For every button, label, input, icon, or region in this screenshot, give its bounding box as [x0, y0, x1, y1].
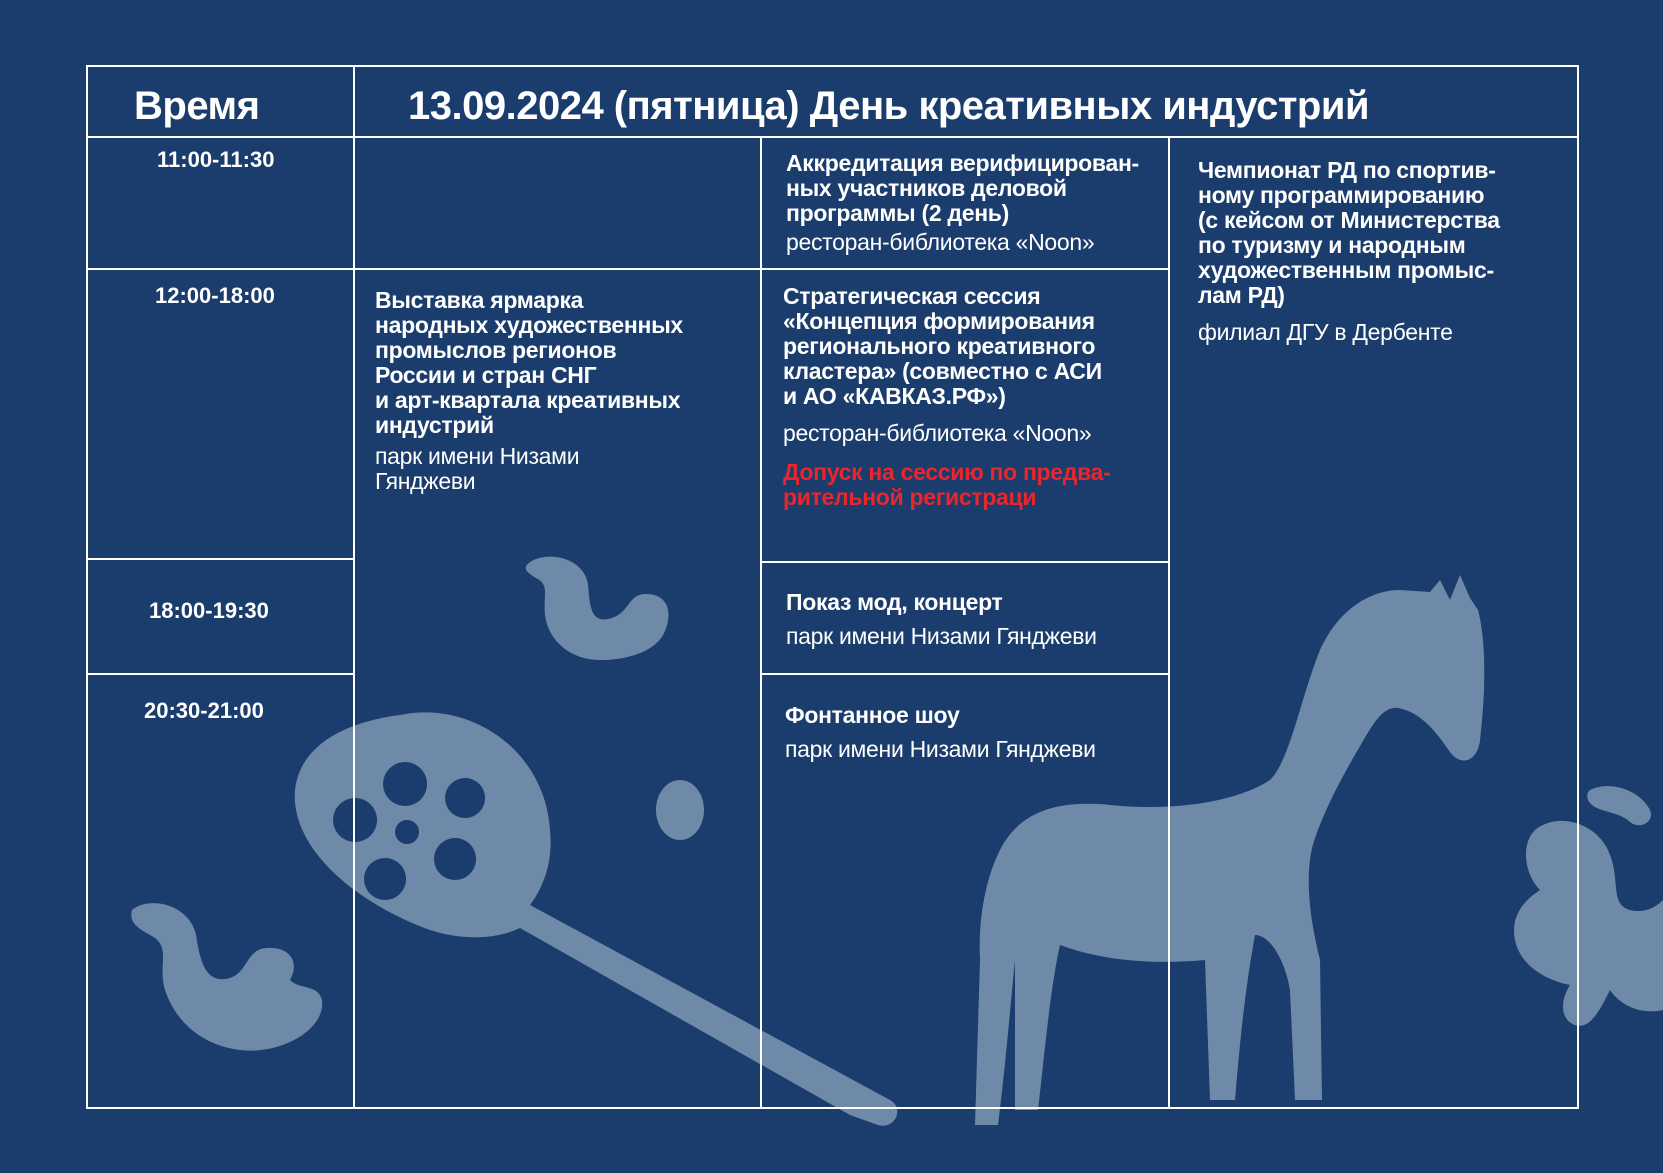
event-exhibition: [375, 288, 755, 494]
event-title: Фонтанное шоу: [785, 702, 960, 728]
event-strategic-session: [783, 284, 1163, 510]
row-divider-2-time: [86, 558, 355, 560]
time-slot-3: 18:00-19:30: [149, 598, 269, 623]
event-title: Стратегическая сессия «Концепция формирования регионального креативного кластера» (совместно с АСИ и АО «КАВКАЗ.РФ»): [783, 283, 1102, 409]
event-venue: парк имени Низами Гянджеви: [375, 443, 580, 494]
table-border-left: [86, 65, 88, 1109]
event-venue: филиал ДГУ в Дербенте: [1198, 319, 1453, 345]
event-venue: ресторан-библиотека «Noon»: [783, 420, 1092, 446]
time-column-header: Время: [134, 84, 260, 128]
event-accreditation: [786, 151, 1161, 255]
time-column-divider: [353, 65, 355, 1109]
time-slot-1: 11:00-11:30: [157, 147, 275, 172]
wave-ornament-top-icon: [526, 557, 669, 660]
event-championship: [1198, 158, 1573, 345]
horse-ornament-icon: [975, 575, 1484, 1125]
column-divider-3: [1168, 136, 1170, 1109]
row-divider-1: [86, 268, 1170, 270]
dot-ornament-icon: [656, 780, 704, 840]
event-fashion-show: [786, 590, 1161, 649]
time-slot-4: 20:30-21:00: [144, 698, 264, 723]
event-title: Аккредитация верифицирован- ных участников деловой программы (2 день): [786, 150, 1139, 226]
wave-ornament-left-icon: [131, 903, 322, 1051]
row-divider-2-event: [760, 561, 1170, 563]
event-fountain-show: [785, 703, 1160, 762]
event-venue: парк имени Низами Гянджеви: [785, 736, 1096, 762]
key-ornament-icon: [295, 712, 898, 1125]
table-border-top: [86, 65, 1579, 67]
event-title: Показ мод, концерт: [786, 589, 1003, 615]
header-divider: [86, 136, 1579, 138]
table-border-right: [1577, 65, 1579, 1109]
event-venue: парк имени Низами Гянджеви: [786, 623, 1097, 649]
event-venue: ресторан-библиотека «Noon»: [786, 229, 1095, 255]
registration-note: Допуск на сессию по предва- рительной регистраци: [783, 459, 1111, 510]
row-divider-3-event: [760, 673, 1170, 675]
row-divider-3-time: [86, 673, 355, 675]
wave-ornament-right-icon: [1514, 821, 1663, 1026]
table-border-bottom: [86, 1107, 1579, 1109]
day-title: 13.09.2024 (пятница) День креативных индустрий: [408, 84, 1370, 128]
time-slot-2: 12:00-18:00: [155, 283, 275, 308]
column-divider-2: [760, 136, 762, 1109]
event-title: Выставка ярмарка народных художественных промыслов регионов России и стран СНГ и арт-квартала креативных индустрий: [375, 287, 683, 438]
event-title: Чемпионат РД по спортив- ному программированию (с кейсом от Министерства по туризму и народным художественным промыс- лам РД): [1198, 157, 1500, 308]
